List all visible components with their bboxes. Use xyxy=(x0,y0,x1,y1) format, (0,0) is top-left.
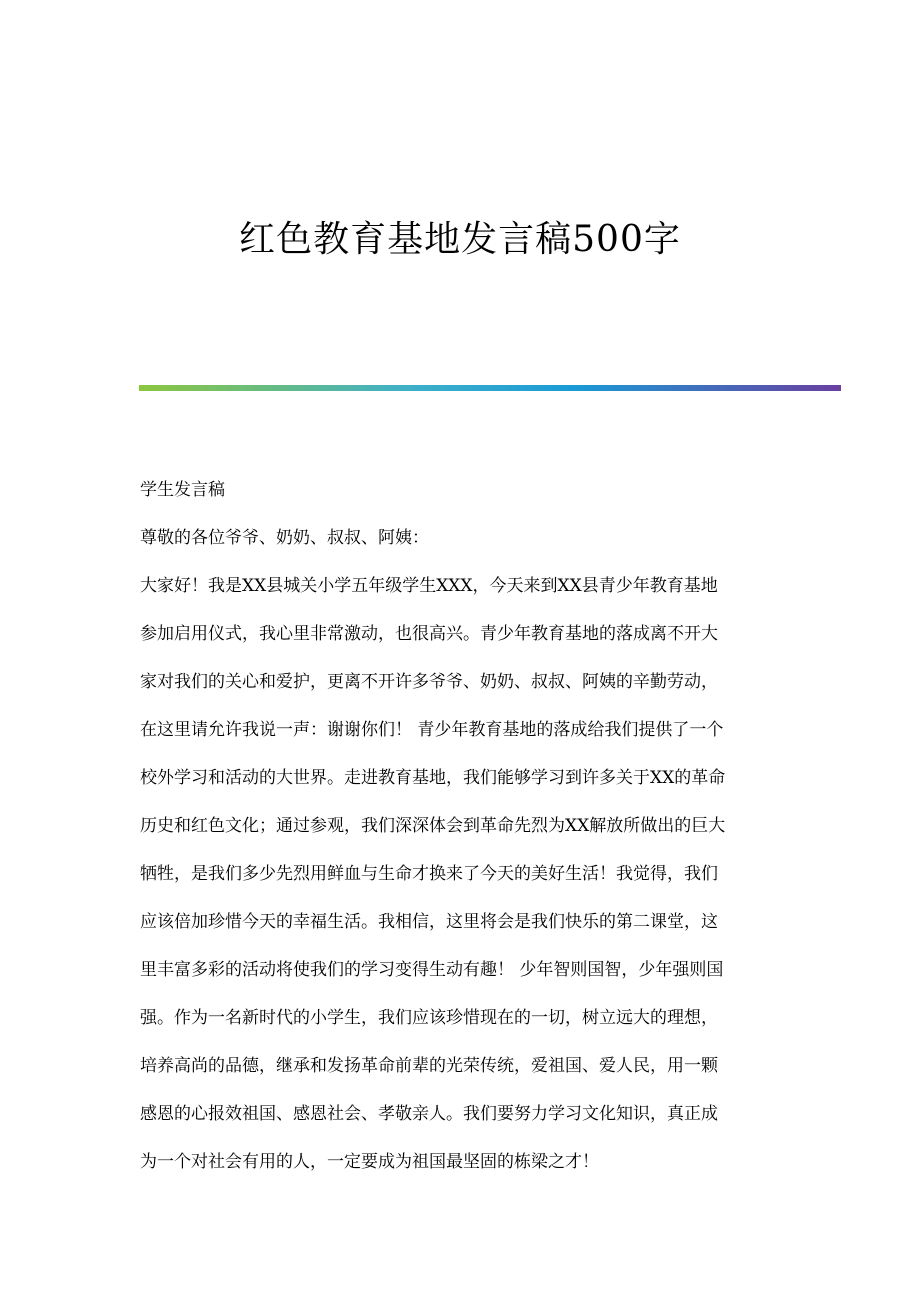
section-heading: 学生发言稿 xyxy=(140,480,225,500)
body-line: 大家好！我是XX县城关小学五年级学生XXX，今天来到XX县青少年教育基地 xyxy=(140,576,718,596)
body-line: 校外学习和活动的大世界。走进教育基地，我们能够学习到许多关于XX的革命 xyxy=(140,768,726,788)
body-line: 里丰富多彩的活动将使我们的学习变得生动有趣！ 少年智则国智，少年强则国 xyxy=(140,960,724,980)
body-line: 参加启用仪式，我心里非常激动，也很高兴。青少年教育基地的落成离不开大 xyxy=(140,624,718,644)
body-line: 强。作为一名新时代的小学生，我们应该珍惜现在的一切，树立远大的理想， xyxy=(140,1008,718,1028)
body-line: 在这里请允许我说一声：谢谢你们！ 青少年教育基地的落成给我们提供了一个 xyxy=(140,720,724,740)
body-line: 历史和红色文化；通过参观，我们深深体会到革命先烈为XX解放所做出的巨大 xyxy=(140,816,726,836)
body-line: 牺牲，是我们多少先烈用鲜血与生命才换来了今天的美好生活！我觉得，我们 xyxy=(140,864,718,884)
body-line: 培养高尚的品德，继承和发扬革命前辈的光荣传统，爱祖国、爱人民，用一颗 xyxy=(140,1056,718,1076)
body-line: 为一个对社会有用的人，一定要成为祖国最坚固的栋梁之才！ xyxy=(140,1152,599,1172)
body-line: 应该倍加珍惜今天的幸福生活。我相信，这里将会是我们快乐的第二课堂，这 xyxy=(140,912,718,932)
body-line: 家对我们的关心和爱护，更离不开许多爷爷、奶奶、叔叔、阿姨的辛勤劳动， xyxy=(140,672,718,692)
salutation: 尊敬的各位爷爷、奶奶、叔叔、阿姨： xyxy=(140,528,429,548)
page-title: 红色教育基地发言稿500字 xyxy=(239,219,681,260)
body-line: 感恩的心报效祖国、感恩社会、孝敬亲人。我们要努力学习文化知识，真正成 xyxy=(140,1104,718,1124)
document-body xyxy=(140,466,780,1186)
gradient-divider xyxy=(139,385,841,391)
